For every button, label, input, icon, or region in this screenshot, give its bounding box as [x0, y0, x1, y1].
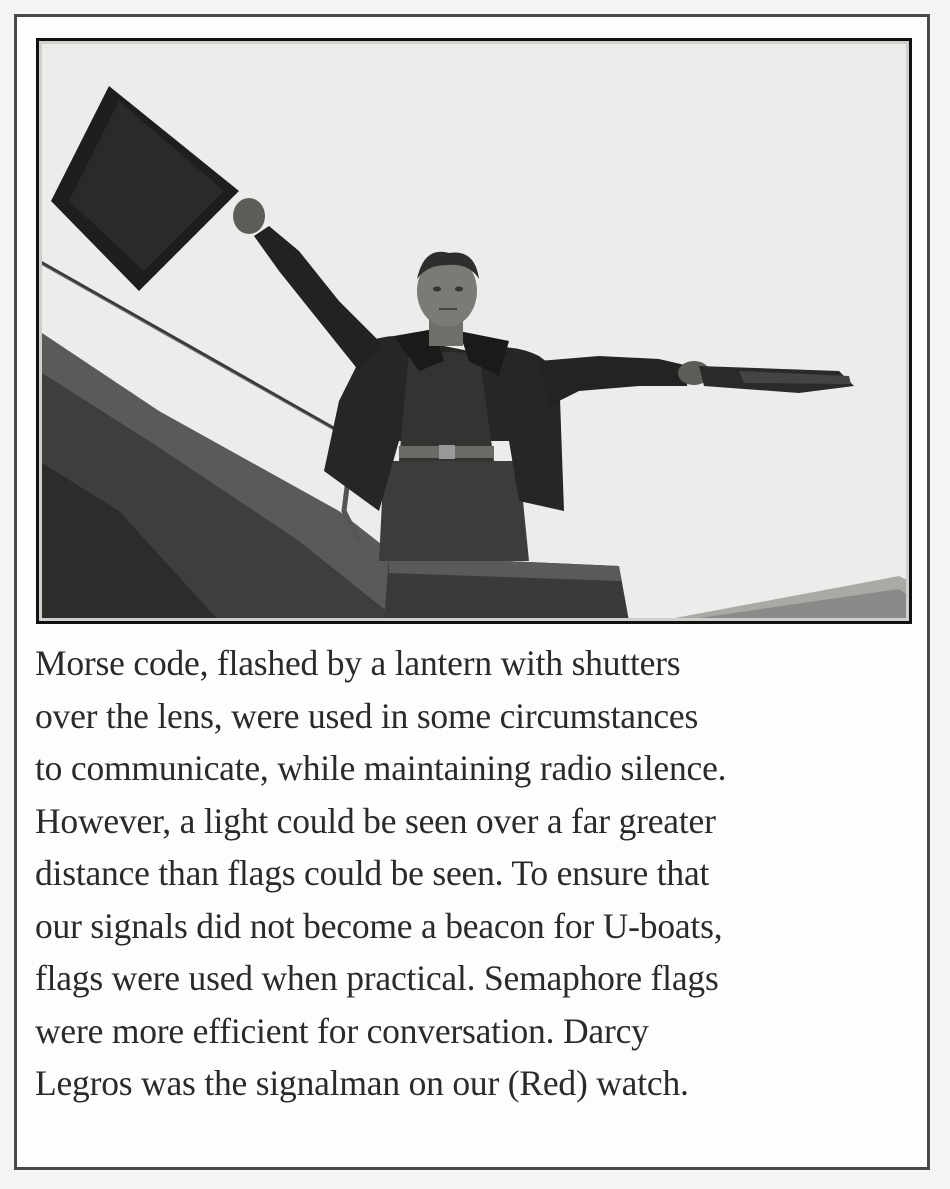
photograph [36, 38, 912, 624]
caption-line-2: over the lens, were used in some circumstances [35, 695, 699, 736]
caption-line-8: were more efficient for conversation. Darcy [35, 1010, 649, 1051]
caption-line-9: Legros was the signalman on our (Red) watch. [35, 1063, 689, 1103]
caption-line-3: to communicate, while maintaining radio silence. [35, 748, 727, 788]
caption-line-7: flags were used when practical. Semaphore flags [35, 958, 719, 998]
caption-line-4: However, a light could be seen over a far greater [35, 800, 716, 841]
caption-line-5: distance than flags could be seen. To ensure that [35, 853, 710, 893]
signalman-photo-illustration [39, 41, 909, 621]
document-frame [14, 14, 930, 1170]
caption-line-6: our signals did not become a beacon for U-boats, [35, 905, 723, 946]
caption-line-1: Morse code, flashed by a lantern with shutters [35, 643, 681, 683]
caption-text [35, 637, 915, 1110]
